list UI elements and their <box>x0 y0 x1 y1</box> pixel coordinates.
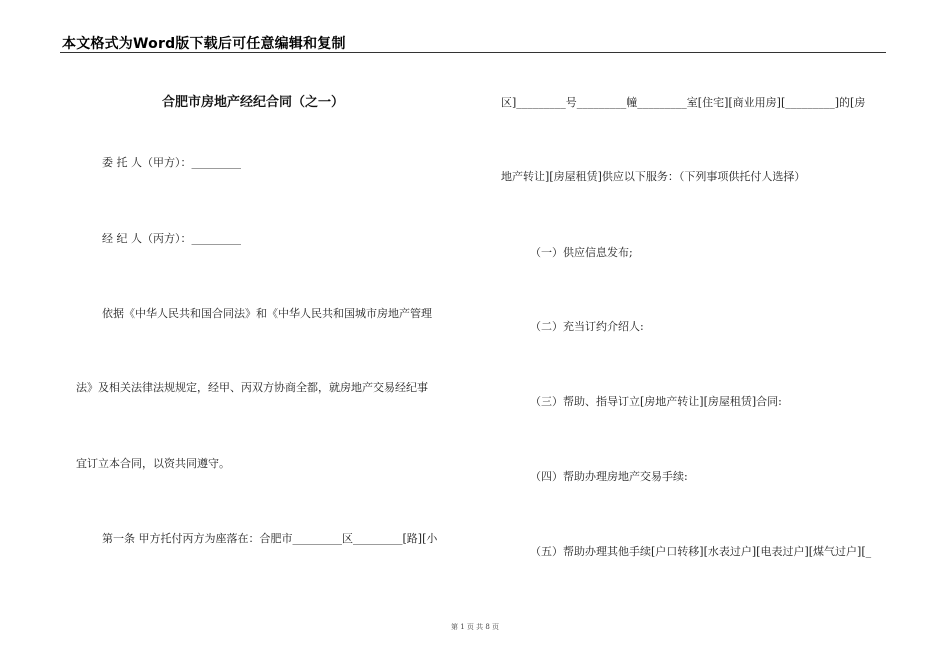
paragraph-line: 区]_________号_________幢_________室[住宅][商业用房][_________]的[房 <box>501 96 866 109</box>
paragraph-line: 第一条 甲方托付丙方为座落在：合肥市_________区_________[路][小 <box>102 532 438 545</box>
paragraph-line: （四）帮助办理房地产交易手续: <box>530 470 688 483</box>
document-title: 合肥市房地产经纪合同（之一） <box>162 95 345 110</box>
paragraph-line: （三）帮助、指导订立[房地产转让][房屋租赁]合同: <box>530 395 782 408</box>
paragraph-line: 委 托 人（甲方）：_________ <box>102 156 241 169</box>
paragraph-line: 宜订立本合同，以资共同遵守。 <box>76 457 230 470</box>
paragraph-line: 法》及相关法律法规规定，经甲、丙双方协商全都，就房地产交易经纪事 <box>76 381 428 394</box>
paragraph-line: 依据《中华人民共和国合同法》和《中华人民共和国城市房地产管理 <box>102 307 432 320</box>
paragraph-line: （五）帮助办理其他手续[户口转移][水表过户][电表过户][煤气过户][_ <box>530 545 872 558</box>
page-footer: 第 1 页 共 8 页 <box>450 623 500 631</box>
paragraph-line: （一）供应信息发布; <box>530 246 633 259</box>
header-divider <box>60 52 886 53</box>
paragraph-line: 经 纪 人（丙方）：_________ <box>102 232 241 245</box>
header-note: 本文格式为Word版下载后可任意编辑和复制 <box>62 36 346 52</box>
paragraph-line: （二）充当订约介绍人: <box>530 320 644 333</box>
paragraph-line: 地产转让][房屋租赁]供应以下服务：（下列事项供托付人选择） <box>501 170 806 183</box>
